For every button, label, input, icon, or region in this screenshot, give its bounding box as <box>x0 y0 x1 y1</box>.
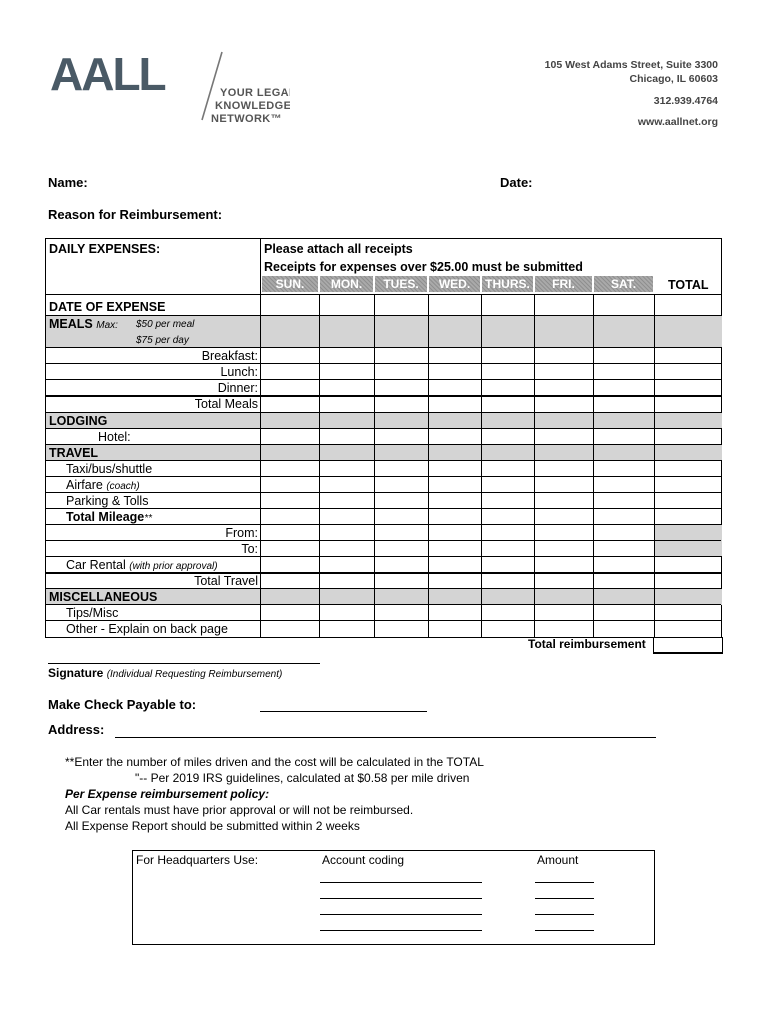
travel-label: TRAVEL <box>49 446 99 460</box>
policy-line-2: All Expense Report should be submitted within 2 weeks <box>65 819 360 833</box>
amount-line-3[interactable] <box>535 914 594 915</box>
daily-expenses-label: DAILY EXPENSES: <box>49 242 161 256</box>
signature-line[interactable] <box>48 663 320 664</box>
total-mileage-text: Total Mileage <box>66 510 145 524</box>
address-phone: 312.939.4764 <box>653 95 718 107</box>
airfare-note: (coach) <box>106 481 140 492</box>
expense-table <box>45 238 722 638</box>
address-line[interactable] <box>115 737 656 738</box>
attach-receipts-note: Please attach all receipts <box>264 242 413 256</box>
breakfast-label: Breakfast: <box>201 349 258 363</box>
account-line-3[interactable] <box>320 914 482 915</box>
mileage-note-2: "-- Per 2019 IRS guidelines, calculated at $0.58 per mile driven <box>135 771 470 785</box>
name-label: Name: <box>48 175 88 190</box>
hq-label: For Headquarters Use: <box>136 853 259 867</box>
day-fri: FRI. <box>535 276 592 292</box>
lodging-band <box>46 413 722 428</box>
receipts-over-note: Receipts for expenses over $25.00 must be submitted <box>264 260 583 274</box>
meals-max: Max: <box>96 320 118 331</box>
logo-brand: AALL <box>50 50 165 100</box>
to-label: To: <box>241 542 258 556</box>
day-sat: SAT. <box>594 276 653 292</box>
dinner-label: Dinner: <box>217 381 258 395</box>
total-reimbursement-field[interactable] <box>653 637 723 654</box>
parking-label: Parking & Tolls <box>66 494 149 508</box>
meals-title: MEALS <box>49 317 93 331</box>
amount-line-1[interactable] <box>535 882 594 883</box>
day-sun: SUN. <box>262 276 318 292</box>
hq-box <box>132 850 655 945</box>
total-travel-label: Total Travel <box>194 574 258 588</box>
date-label: Date: <box>500 175 533 190</box>
taxi-label: Taxi/bus/shuttle <box>66 462 153 476</box>
car-rental-text: Car Rental <box>66 558 126 572</box>
meal-limit-2: $75 per day <box>136 335 189 346</box>
other-label: Other - Explain on back page <box>66 622 228 636</box>
address-block <box>545 58 718 129</box>
amount-label: Amount <box>537 853 579 867</box>
meal-limit-1: $50 per meal <box>136 319 195 330</box>
reason-label: Reason for Reimbursement: <box>48 207 223 222</box>
signature-label <box>48 666 282 680</box>
amount-line-2[interactable] <box>535 898 594 899</box>
signature-title: Signature <box>48 666 104 680</box>
total-meals-label: Total Meals <box>194 397 258 411</box>
account-line-1[interactable] <box>320 882 482 883</box>
travel-band <box>46 445 722 460</box>
day-mon: MON. <box>320 276 373 292</box>
address-city: Chicago, IL 60603 <box>629 73 718 85</box>
day-tues: TUES. <box>375 276 427 292</box>
tagline-line-3: NETWORK™ <box>211 113 283 125</box>
date-of-expense-label: DATE OF EXPENSE <box>49 300 166 314</box>
lodging-label: LODGING <box>49 414 108 428</box>
aall-logo <box>50 50 290 130</box>
tagline-line-1: YOUR LEGAL <box>220 87 290 99</box>
account-coding-label: Account coding <box>322 853 405 867</box>
total-reimbursement-label: Total reimbursement <box>528 637 646 651</box>
payable-line[interactable] <box>260 711 427 712</box>
hotel-label: Hotel: <box>98 430 131 444</box>
address-street: 105 West Adams Street, Suite 3300 <box>544 59 718 71</box>
address-label: Address: <box>48 722 105 737</box>
policy-line-1: All Car rentals must have prior approval or will not be reimbursed. <box>65 803 414 817</box>
total-header: TOTAL <box>668 278 709 292</box>
lunch-label: Lunch: <box>220 365 258 379</box>
account-line-2[interactable] <box>320 898 482 899</box>
day-thurs: THURS. <box>482 276 533 292</box>
car-rental-note: (with prior approval) <box>129 561 218 572</box>
amount-line-4[interactable] <box>535 930 594 931</box>
address-web: www.aallnet.org <box>637 116 718 128</box>
signature-note: (Individual Requesting Reimbursement) <box>106 669 283 680</box>
payable-label: Make Check Payable to: <box>48 697 197 712</box>
misc-label: MISCELLANEOUS <box>49 590 158 604</box>
airfare-text: Airfare <box>66 478 103 492</box>
tips-label: Tips/Misc <box>66 606 119 620</box>
tagline-line-2: KNOWLEDGE <box>215 100 290 112</box>
policy-title: Per Expense reimbursement policy: <box>65 787 270 801</box>
mileage-note-1: **Enter the number of miles driven and the cost will be calculated in the TOTAL <box>65 755 484 769</box>
day-wed: WED. <box>429 276 480 292</box>
from-label: From: <box>225 526 258 540</box>
mileage-mark: ** <box>144 513 153 524</box>
account-line-4[interactable] <box>320 930 482 931</box>
meals-label <box>49 316 118 334</box>
